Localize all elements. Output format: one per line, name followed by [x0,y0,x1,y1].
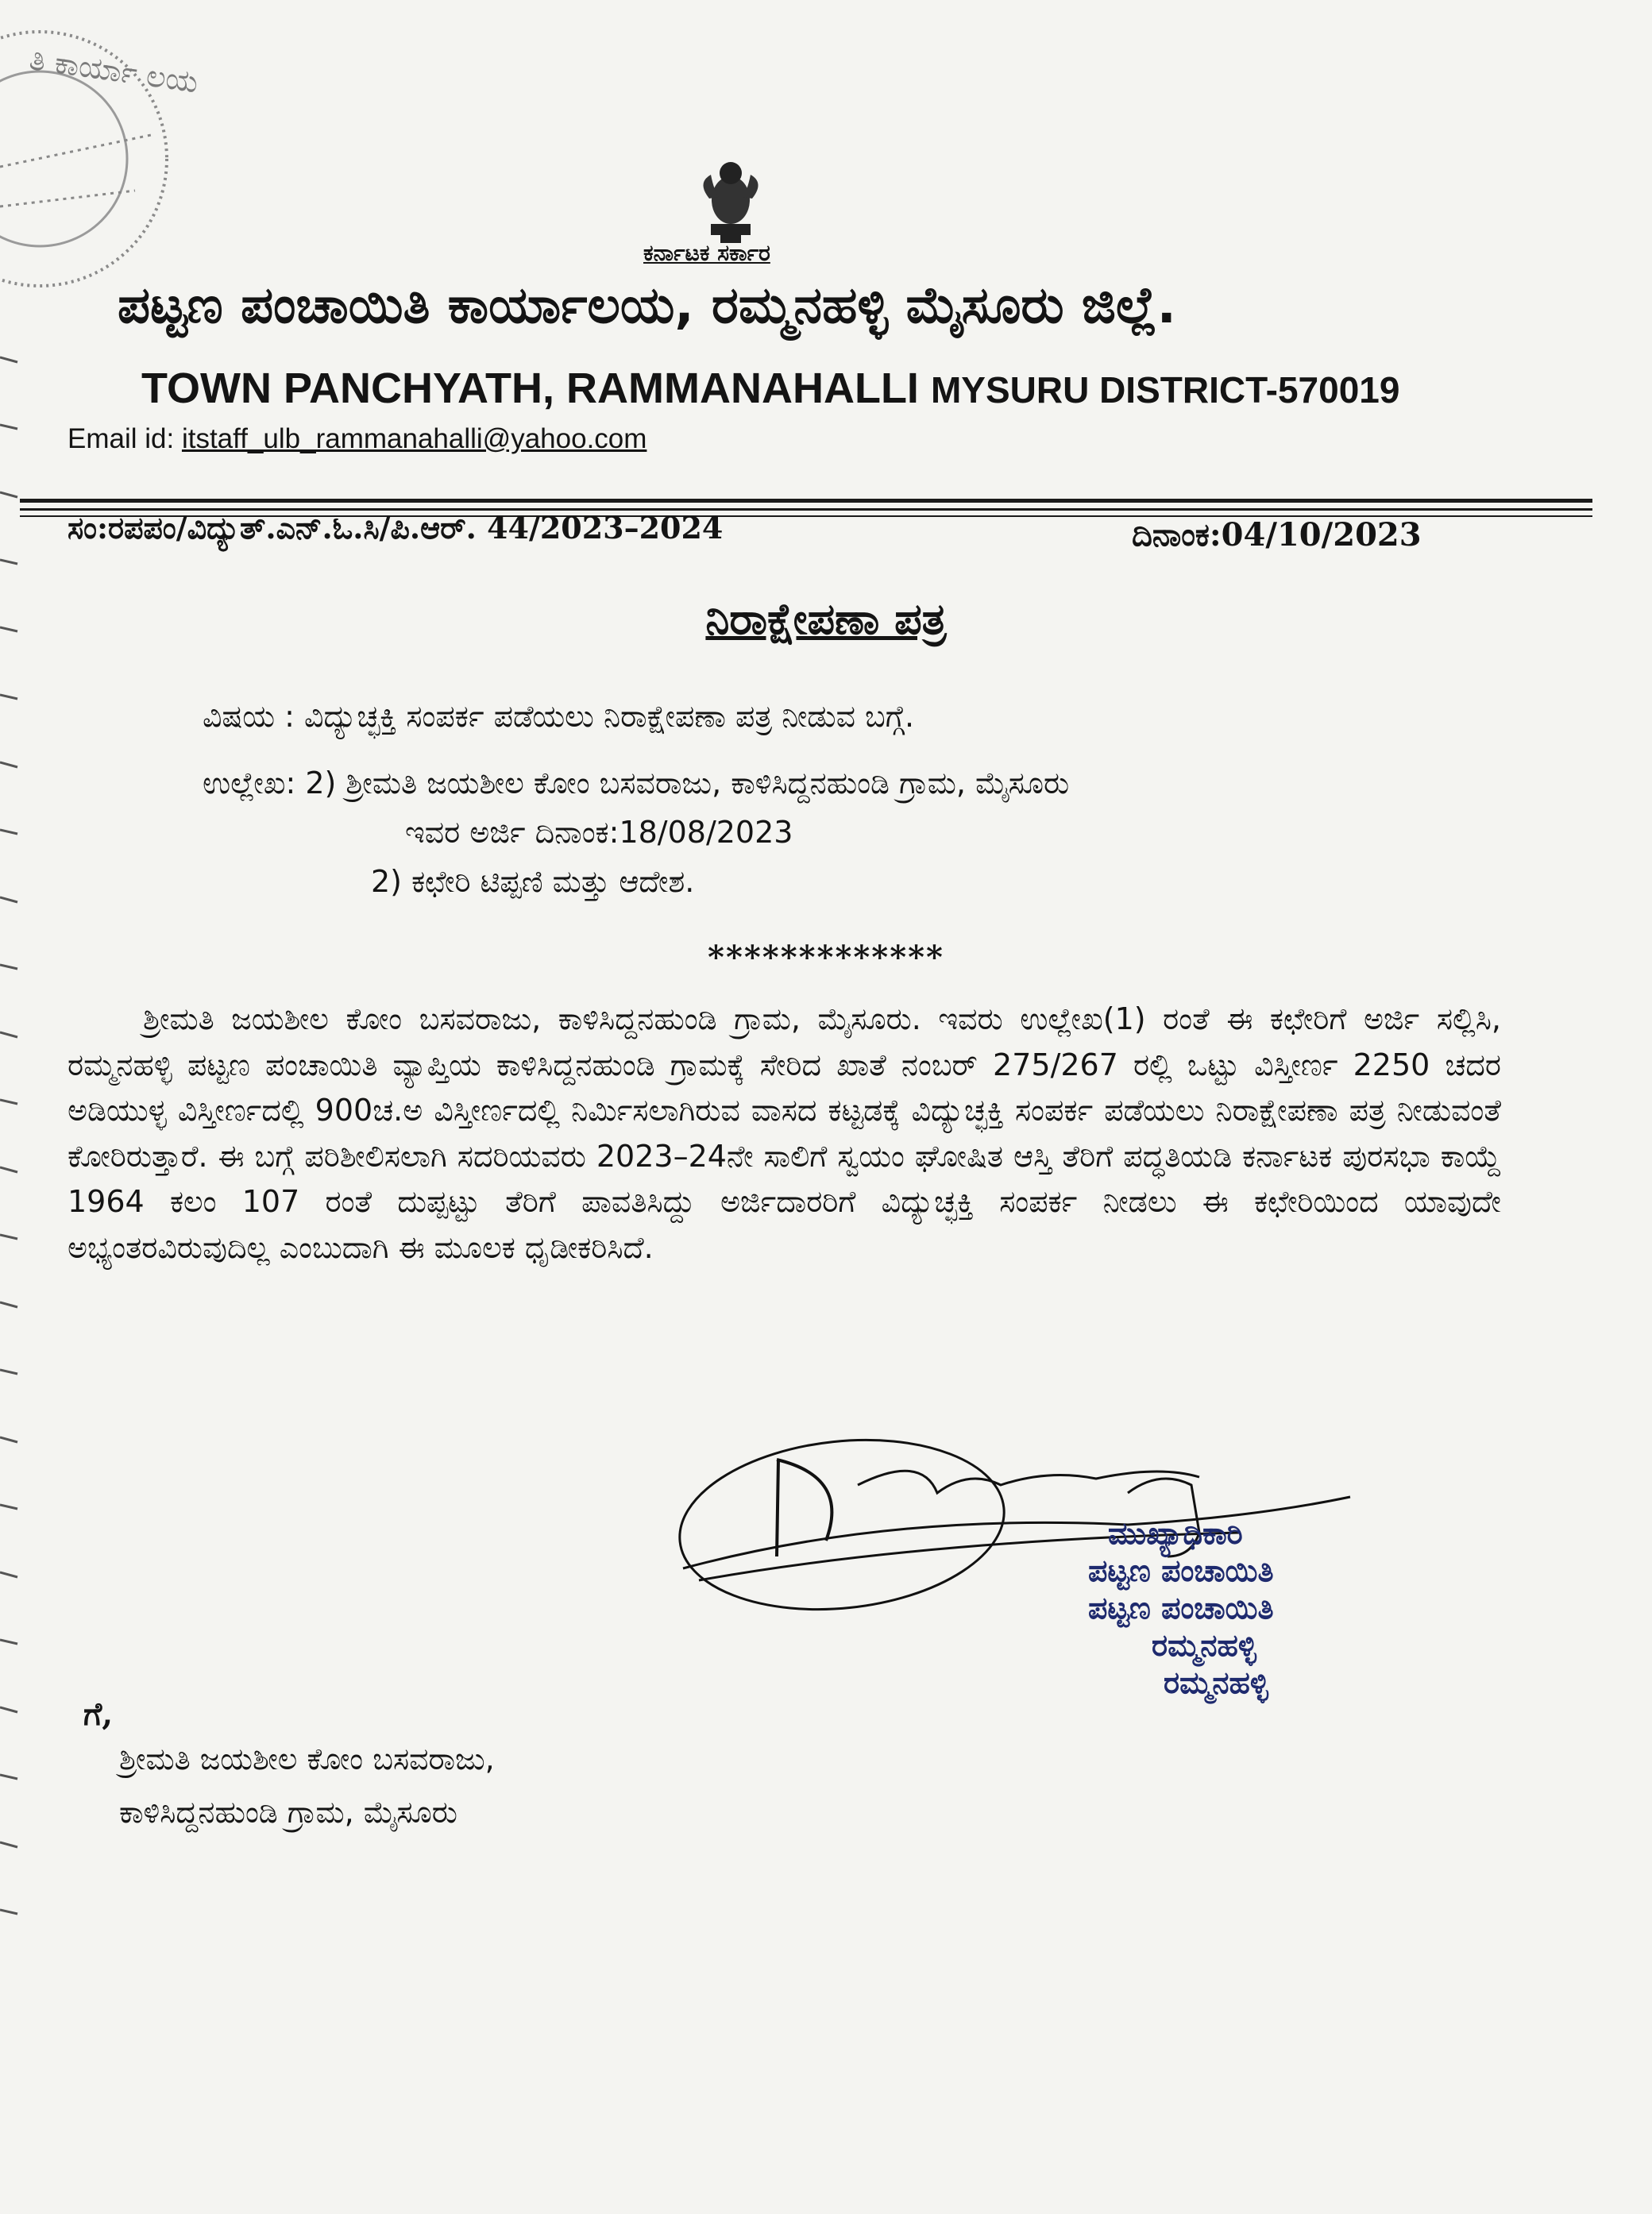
recipient-place: ಕಾಳಿಸಿದ್ದನಹುಂಡಿ ಗ್ರಾಮ, ಮೈಸೂರು [119,1795,457,1830]
stamp-designation: ಮುಖ್ಯಾಧಿಕಾರಿ [1108,1516,1243,1551]
government-label: ಕರ್ನಾಟಕ ಸರ್ಕಾರ [643,240,770,266]
reference-number: ಸಂ:ರಪಪಂ/ವಿದ್ಯುತ್.ಎನ್.ಓ.ಸಿ/ಪಿ.ಆರ್. 44/2023–2024 [68,510,724,546]
header-rule [20,499,1592,503]
subject-line: ವಿಷಯ : ವಿದ್ಯುಚ್ಛಕ್ತಿ ಸಂಪರ್ಕ ಪಡೆಯಲು ನಿರಾಕ್ಷೇಪಣಾ ಪತ್ರ ನೀಡುವ ಬಗ್ಗೆ. [203,699,915,734]
reference-1-cont: ಇವರ ಅರ್ಜಿ ದಿನಾಂಕ:18/08/2023 [405,815,793,850]
office-seal [0,16,201,302]
recipient-name: ಶ್ರೀಮತಿ ಜಯಶೀಲ ಕೋಂ ಬಸವರಾಜು, [119,1742,495,1776]
body-text [68,997,1501,1271]
document-title: ನಿರಾಕ್ಷೇಪಣಾ ಪತ್ರ [705,594,947,644]
office-district: MYSURU DISTRICT-570019 [930,369,1400,411]
stamp-place: ರಮ್ಮನಹಳ್ಳಿ [1164,1665,1268,1700]
to-label: ಗೆ, [83,1695,114,1733]
seal-text: ತಿ ಕಾರ್ಯಾ ಲಯ [27,41,201,100]
stamp-place: ರಮ್ಮನಹಳ್ಳಿ [1152,1628,1256,1663]
email-line [68,423,647,455]
body-paragraph: ಶ್ರೀಮತಿ ಜಯಶೀಲ ಕೋಂ ಬಸವರಾಜು, ಕಾಳಿಸಿದ್ದನಹುಂಡಿ ಗ್ರಾಮ, ಮೈಸೂರು. ಇವರು ಉಲ್ಲೇಖ(1) ರಂತೆ ಈ ಕಛೇರಿಗೆ ಅರ್ಜಿ ಸಲ್ಲಿಸಿ, ರಮ್ಮನಹಳ್ಳಿ ಪಟ್ಟಣ ಪಂಚಾಯಿತಿ ವ್ಯಾಪ್ತಿಯ ಕಾಳಿಸಿದ್ದನಹುಂಡಿ ಗ್ರಾಮಕ್ಕೆ ಸೇರಿದ ಖಾತೆ ನಂಬರ್ 275/267 ರಲ್ಲಿ ಒಟ್ಟು ವಿಸ್ತೀರ್ಣ 2250 ಚದರ ಅಡಿಯುಳ್ಳ ವಿಸ್ತೀರ್ಣದಲ್ಲಿ 900ಚ.ಅ ವಿಸ್ತೀರ್ಣದಲ್ಲಿ ನಿರ್ಮಿಸಲಾಗಿರುವ ವಾಸದ ಕಟ್ಟಡಕ್ಕೆ ವಿದ್ಯುಚ್ಛಕ್ತಿ ಸಂಪರ್ಕ ಪಡೆಯಲು ನಿರಾಕ್ಷೇಪಣಾ ಪತ್ರ ನೀಡುವಂತೆ ಕೋರಿರುತ್ತಾರೆ. ಈ ಬಗ್ಗೆ ಪರಿಶೀಲಿಸಲಾಗಿ ಸದರಿಯವರು 2023–24ನೇ ಸಾಲಿಗೆ ಸ್ವಯಂ ಘೋಷಿತ ಆಸ್ತಿ ತೆರಿಗೆ ಪದ್ಧತಿಯಡಿ ಕರ್ನಾಟಕ ಪುರಸಭಾ ಕಾಯ್ದೆ 1964 ಕಲಂ 107 ರಂತೆ ದುಪ್ಪಟ್ಟು ತೆರಿಗೆ ಪಾವತಿಸಿದ್ದು ಅರ್ಜಿದಾರರಿಗೆ ವಿದ್ಯುಚ್ಛಕ್ತಿ ಸಂಪರ್ಕ ನೀಡಲು ಈ ಕಛೇರಿಯಿಂದ ಯಾವುದೇ ಅಭ್ಯಂತರವಿರುವುದಿಲ್ಲ ಎಂಬುದಾಗಿ ಈ ಮೂಲಕ ಧೃಡೀಕರಿಸಿದೆ. [68,1001,1502,1265]
stamp-office: ಪಟ್ಟಣ ಪಂಚಾಯಿತಿ [1088,1553,1274,1588]
margin-marks [0,349,32,1938]
references-block [203,758,1069,906]
recipient-address [119,1733,495,1839]
office-name-english [141,364,1399,413]
email-address: itstaff_ulb_rammanahalli@yahoo.com [181,423,647,454]
letter-date: ದಿನಾಂಕ:04/10/2023 [1132,516,1422,554]
official-stamp [1088,1515,1274,1702]
separator-stars: ************* [708,939,944,976]
stamp-office: ಪಟ್ಟಣ ಪಂಚಾಯಿತಿ [1088,1591,1274,1626]
office-name-kannada: ಪಟ್ಟಣ ಪಂಚಾಯಿತಿ ಕಾರ್ಯಾಲಯ, ರಮ್ಮನಹಳ್ಳಿ ಮೈಸೂರು ಜಿಲ್ಲೆ. [118,276,1176,335]
reference-2: 2) ಕಛೇರಿ ಟಿಪ್ಪಣಿ ಮತ್ತು ಆದೇಶ. [371,864,695,899]
reference-1: ಉಲ್ಲೇಖ: 2) ಶ್ರೀಮತಿ ಜಯಶೀಲ ಕೋಂ ಬಸವರಾಜು, ಕಾಳಿಸಿದ್ದನಹುಂಡಿ ಗ್ರಾಮ, ಮೈಸೂರು [203,766,1070,800]
email-label: Email id: [68,423,175,454]
karnataka-emblem-icon [687,151,774,246]
office-name-main: TOWN PANCHYATH, RAMMANAHALLI [141,364,919,412]
